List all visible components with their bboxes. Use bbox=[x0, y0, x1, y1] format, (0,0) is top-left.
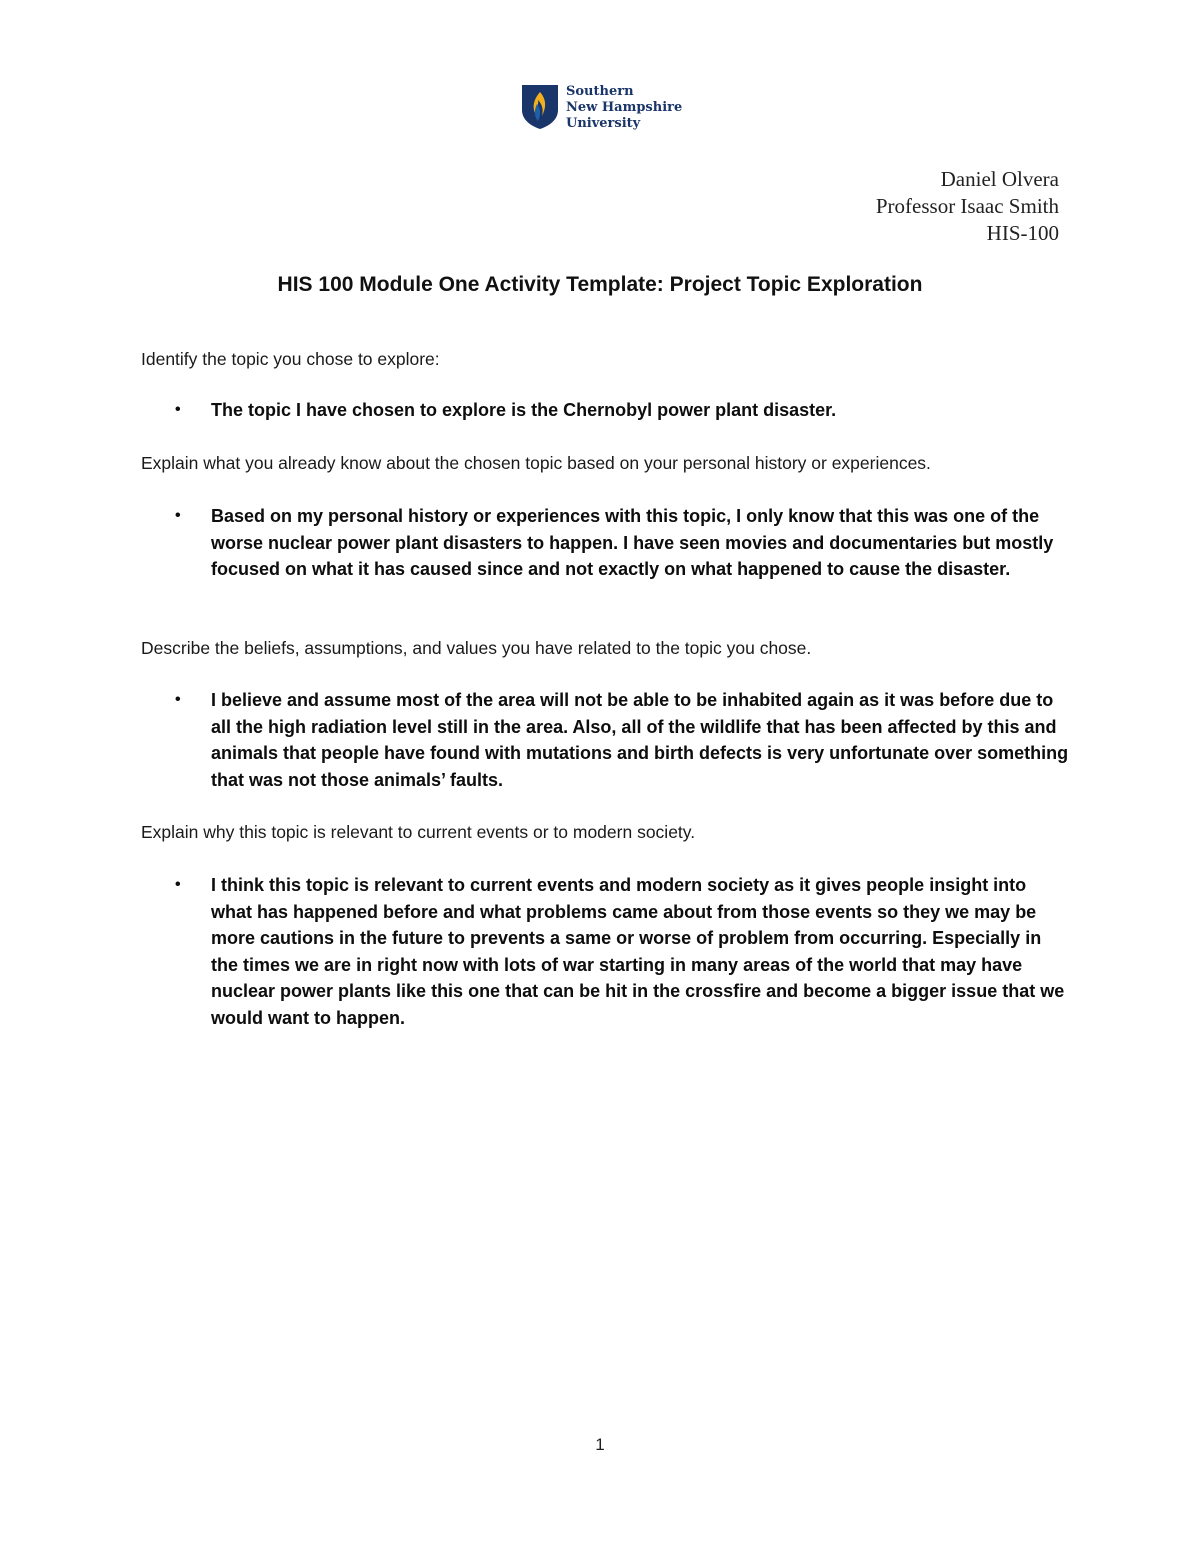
bullet-icon: • bbox=[175, 507, 181, 524]
student-name: Daniel Olvera bbox=[940, 167, 1059, 191]
answer-4-text: I think this topic is relevant to current events and modern society as it gives people insight into what has happened before and what problems came about from those events so they we may be more cautions in the future to prevents a same or worse of problem from occurring. Especially in the times we are in right now with lots of war starting in many areas of the world that may have nuclear power plants like this one that can be hit in the crossfire and become a bigger issue that we would want to happen. bbox=[211, 875, 1065, 1028]
answer-2-text: Based on my personal history or experiences with this topic, I only know that this was one of the worse nuclear power plant disasters to happen. I have seen movies and documentaries but mostly focused on what it has caused since and not exactly on what happened to cause the disaster. bbox=[211, 506, 1054, 579]
answer-4 bbox=[175, 872, 1071, 1031]
document-title: HIS 100 Module One Activity Template: Project Topic Exploration bbox=[277, 273, 923, 296]
answer-1-text: The topic I have chosen to explore is the Chernobyl power plant disaster. bbox=[211, 400, 837, 420]
bullet-icon: • bbox=[175, 691, 181, 708]
bullet-icon: • bbox=[175, 401, 181, 418]
university-logo bbox=[521, 84, 691, 132]
course-code: HIS-100 bbox=[986, 221, 1059, 245]
prompt-4: Explain why this topic is relevant to current events or to modern society. bbox=[141, 822, 696, 842]
logo-line-2: New Hampshire bbox=[566, 100, 683, 115]
bullet-icon: • bbox=[175, 876, 181, 893]
logo-line-3: University bbox=[566, 116, 641, 131]
logo-line-1: Southern bbox=[566, 84, 634, 99]
author-block bbox=[876, 166, 1059, 247]
prompt-3: Describe the beliefs, assumptions, and values you have related to the topic you chose. bbox=[141, 638, 812, 658]
shield-flame-icon bbox=[521, 84, 559, 130]
answer-3-text: I believe and assume most of the area will not be able to be inhabited again as it was before due to all the high radiation level still in the area. Also, all of the wildlife that has been affected by this and animals that people have found with mutations and birth defects is very unfortunate over something that was not those animals’ faults. bbox=[211, 690, 1069, 790]
prompt-1: Identify the topic you chose to explore: bbox=[141, 349, 440, 369]
university-wordmark bbox=[566, 84, 682, 132]
page-number: 1 bbox=[595, 1435, 605, 1454]
prompt-2: Explain what you already know about the chosen topic based on your personal history or experiences. bbox=[141, 453, 931, 473]
answer-3 bbox=[175, 687, 1071, 793]
professor-name: Professor Isaac Smith bbox=[875, 194, 1059, 218]
answer-1 bbox=[175, 397, 1071, 424]
answer-2 bbox=[175, 503, 1071, 583]
